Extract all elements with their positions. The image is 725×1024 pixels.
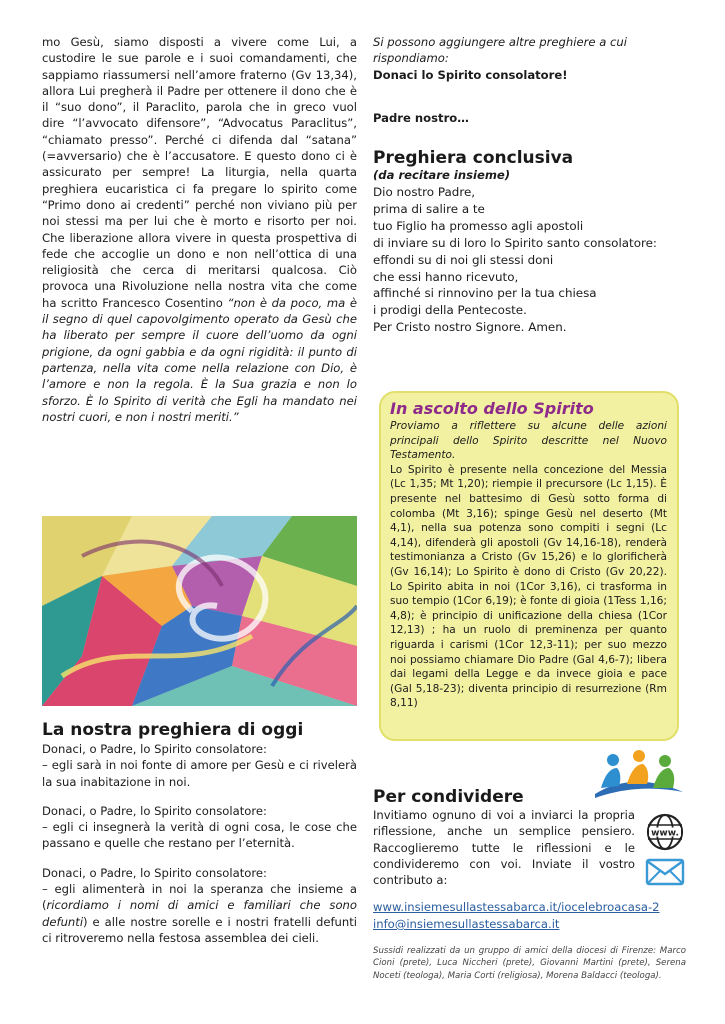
conclusive-prayer-title: Preghiera conclusiva: [373, 148, 574, 168]
prayer-stanza-1: [42, 741, 357, 790]
prayer-stanza-2: [42, 803, 357, 852]
respond-block: [373, 34, 686, 83]
conclusive-line: tuo Figlio ha promesso agli apostoli: [373, 218, 584, 233]
prayer-line: – egli ci insegnerà la verità di ogni cosa, le cose che passano e quelle che restano per l’eternità.: [42, 820, 357, 851]
prayer-line: – egli alimenterà in noi la speranza che insieme a (: [42, 882, 357, 913]
prayer-title: La nostra preghiera di oggi: [42, 720, 304, 740]
conclusive-line: effondi su di noi gli stessi doni: [373, 252, 554, 267]
spirito-box: [379, 391, 679, 741]
logo-people-icon: [591, 748, 687, 802]
conclusive-line: Per Cristo nostro Signore. Amen.: [373, 320, 567, 335]
prayer-body: [42, 741, 357, 959]
conclusive-prayer-text: [373, 184, 686, 336]
conclusive-line: Dio nostro Padre,: [373, 185, 476, 199]
globe-icon: [645, 812, 685, 852]
prayer-invocation: Donaci, o Padre, lo Spirito consolatore:: [42, 865, 267, 880]
conclusive-line: i prodigi della Pentecoste.: [373, 303, 527, 318]
svg-text:www.: www.: [651, 828, 679, 839]
prayer-invocation: Donaci, o Padre, lo Spirito consolatore:: [42, 803, 267, 818]
conclusive-line: che essi hanno ricevuto,: [373, 269, 519, 284]
spirito-box-intro: Proviamo a riflettere su alcune delle azioni principali dello Spirito descritte nel Nuovo Testamento.: [390, 420, 667, 462]
prayer-line-italic: ricordiamo i nomi di amici e familiari che sono defunti: [42, 898, 357, 929]
spirito-box-title: In ascolto dello Spirito: [390, 399, 594, 418]
mail-icon: [645, 858, 685, 886]
prayer-invocation: Donaci, o Padre, lo Spirito consolatore:: [42, 742, 267, 756]
intro-paragraph: [42, 34, 357, 425]
share-title: Per condividere: [373, 787, 524, 807]
respond-response: Donaci lo Spirito consolatore!: [373, 67, 568, 82]
website-link[interactable]: www.insiemesullastessabarca.it/iocelebroacasa-2: [373, 900, 660, 914]
email-link[interactable]: info@insiemesullastessabarca.it: [373, 917, 560, 931]
share-body: Invitiamo ognuno di voi a inviarci la propria riflessione, anche un semplice pensiero. Raccoglieremo tutte le riflessioni e le condivideremo con voi. Inviate il vostro contributo a:: [373, 808, 635, 888]
contact-links: [373, 899, 686, 933]
conclusive-line: prima di salire a te: [373, 201, 485, 216]
cosentino-quote: “non è da poco, ma è il segno di quel capovolgimento operato da Gesù che ha liberato per sempre il cuore dell’uomo da ogni prigione, da ogni gabbia e da ogni rigidità: il punto di partenza, nella vita come nella relazione con Dio, è l’amore e non la regola. È la Sua grazia e non lo sforzo. È lo Spirito di verità che Egli ha mandato nei nostri cuori, e non i nostri meriti.”: [42, 295, 357, 424]
abstract-painting: [42, 516, 357, 706]
prayer-line-end: ) e alle nostre sorelle e i nostri fratelli defunti ci ritroveremo nella festosa assemblea dei cieli.: [42, 914, 357, 945]
padre-nostro: Padre nostro…: [373, 111, 469, 125]
conclusive-line: di inviare su di loro lo Spirito santo consolatore:: [373, 235, 657, 250]
prayer-line: – egli sarà in noi fonte di amore per Gesù e ci rivelerà la sua inabitazione in noi.: [42, 758, 357, 789]
conclusive-line: affinché si rinnovino per la tua chiesa: [373, 286, 597, 301]
intro-text: mo Gesù, siamo disposti a vivere come Lui, a custodire le sue parole e i suoi comandamenti, che sappiamo riassumersi nell’amore fraterno (Gv 13,34), allora Lui pregherà il Padre per ottenere il dono che è il “suo dono”, il Paraclito, parola che in greco vuol dire “l’avvocato difensore”, “Advocatus Paraclitus”, “chiamato presso”. Perché ci difenda dal “satana” (=avversario) che è l’accusatore. E questo dono ci è assicurato per sempre! La liturgia, nella quarta preghiera eucaristica ci fa pregare lo spirito come “Primo dono ai credenti” perché non viviano più per noi stessi ma per lui che è morto e risorto per noi. Che liberazione allora vivere in questa prospettiva di fede che accoglie un dono e non nell’ottica di una religiosità che cerca di meritarsi qualcosa. Ciò provoca una Rivoluzione nella nostra vita che come ha scritto Francesco Cosentino: [42, 35, 357, 310]
respond-intro: Si possono aggiungere altre preghiere a cui rispondiamo:: [373, 35, 627, 66]
credits: Sussidi realizzati da un gruppo di amici della diocesi di Firenze: Marco Cioni (prete), Luca Niccheri (prete), Giovanni Martini (prete), Serena Noceti (teologa), Maria Corti (religiosa), Morena Baldacci (teologa).: [373, 946, 686, 981]
spirito-box-body: Lo Spirito è presente nella concezione del Messia (Lc 1,35; Mt 1,20); riempie il precursore (Lc 1,15). È presente nel battesimo di Gesù sotto forma di colomba (Mt 3,16); spinge Gesù nel deserto (Mt 4,1), nella sua potenza sono compiti i segni (Lc 4,14), difenderà gli apostoli (Gv 14,16-18), renderà testimonianza a Cristo (Gv 15,26) e lo glorificherà (Gv 16,14); Lo Spirito è dono di Cristo (Gv 20,22). Lo Spirito abita in noi (1Cor 3,16), ci trasforma in suo tempio (1Cor 6,19); è fonte di gioia (1Tess 1,16; 4,8); è principio di unificazione della chiesa (1Cor 12,13) ; ha un ruolo di preminenza per quanto riguarda i carismi (1Cor 12,3-11); per suo mezzo noi possiamo chiamare Dio Padre (Gal 4,6-7); libera dai legami della Legge e da invece gioia e pace (Gal 5,18-23); diventa principio di resurrezione (Rm 8,11): [390, 463, 667, 710]
prayer-stanza-3: [42, 865, 357, 946]
conclusive-prayer-subtitle: (da recitare insieme): [373, 168, 511, 182]
